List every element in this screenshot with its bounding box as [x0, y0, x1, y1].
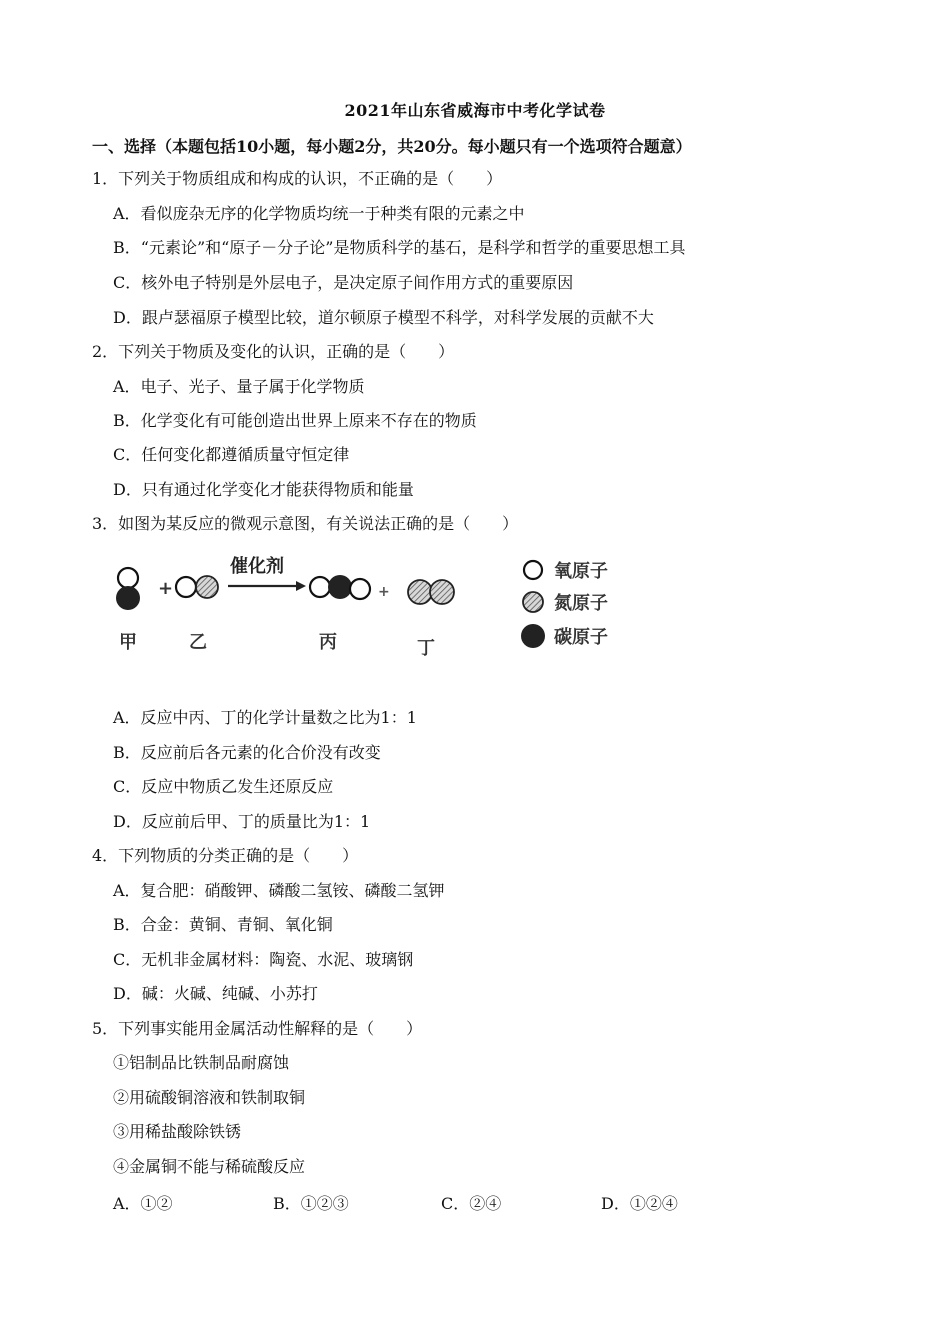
question-3-option-c: C．反应中物质乙发生还原反应: [113, 777, 334, 796]
molecule-bing: [310, 575, 370, 599]
question-1-option-a: A．看似庞杂无序的化学物质均统一于种类有限的元素之中: [113, 204, 525, 223]
question-1-option-c: C．核外电子特别是外层电子，是决定原子间作用方式的重要原因: [113, 273, 574, 292]
question-2-stem: 2．下列关于物质及变化的认识，正确的是（ ）: [92, 342, 455, 361]
question-5-item-1: ①铝制品比铁制品耐腐蚀: [113, 1053, 290, 1072]
question-5-option-c: C．②④: [441, 1194, 502, 1213]
question-2-option-a: A．电子、光子、量子属于化学物质: [113, 377, 365, 396]
label-yi: 乙: [189, 632, 207, 653]
question-5-item-4: ④金属铜不能与稀硫酸反应: [113, 1157, 306, 1176]
molecule-jia: [116, 568, 140, 610]
legend: [521, 560, 608, 648]
question-1-stem: 1．下列关于物质组成和构成的认识，不正确的是（ ）: [92, 169, 503, 188]
molecule-yi: [176, 576, 218, 598]
section-heading: 一、选择（本题包括10小题，每小题2分，共20分。每小题只有一个选项符合题意）: [92, 137, 692, 156]
legend-nitrogen-icon: [523, 592, 543, 612]
question-4-stem: 4．下列物质的分类正确的是（ ）: [92, 846, 359, 865]
question-2-option-b: B．化学变化有可能创造出世界上原来不存在的物质: [113, 411, 477, 430]
question-4-option-b: B．合金：黄铜、青铜、氧化铜: [113, 915, 333, 934]
label-jia: 甲: [119, 632, 137, 653]
question-5-option-b: B．①②③: [273, 1194, 349, 1213]
question-3-option-a: A．反应中丙、丁的化学计量数之比为1：1: [113, 708, 417, 727]
question-5-stem: 5．下列事实能用金属活动性解释的是（ ）: [92, 1019, 423, 1038]
catalyst-label: 催化剂: [230, 556, 284, 577]
reaction-diagram: [106, 542, 646, 682]
label-bing: 丙: [319, 632, 337, 653]
question-4-option-a: A．复合肥：硝酸钾、磷酸二氢铵、磷酸二氢钾: [113, 881, 445, 900]
question-2-option-d: D．只有通过化学变化才能获得物质和能量: [113, 480, 414, 499]
question-3-stem: 3．如图为某反应的微观示意图，有关说法正确的是（ ）: [92, 514, 519, 533]
exam-title: 2021年山东省威海市中考化学试卷: [344, 101, 606, 120]
question-3-option-d: D．反应前后甲、丁的质量比为1：1: [113, 812, 371, 831]
question-1-option-d: D．跟卢瑟福原子模型比较，道尔顿原子模型不科学，对科学发展的贡献不大: [113, 308, 654, 327]
legend-carbon-icon: [521, 624, 545, 648]
question-4-option-c: C．无机非金属材料：陶瓷、水泥、玻璃钢: [113, 950, 414, 969]
question-5-option-d: D．①②④: [601, 1194, 678, 1213]
molecule-ding: [408, 580, 454, 604]
label-ding: 丁: [417, 638, 435, 659]
question-5-item-2: ②用硫酸铜溶液和铁制取铜: [113, 1088, 306, 1107]
plus-sign-1: +: [158, 578, 174, 599]
question-4-option-d: D．碱：火碱、纯碱、小苏打: [113, 984, 318, 1003]
legend-carbon-label: 碳原子: [554, 627, 608, 648]
reaction-arrow-icon: [228, 581, 306, 591]
question-5-item-3: ③用稀盐酸除铁锈: [113, 1122, 242, 1141]
question-5-option-a: A．①②: [113, 1194, 173, 1213]
question-1-option-b: B．“元素论”和“原子－分子论”是物质科学的基石，是科学和哲学的重要思想工具: [113, 238, 686, 257]
legend-oxygen-label: 氧原子: [554, 561, 608, 582]
plus-sign-2: +: [378, 584, 390, 600]
legend-oxygen-icon: [524, 561, 542, 579]
question-3-option-b: B．反应前后各元素的化合价没有改变: [113, 743, 381, 762]
question-2-option-c: C．任何变化都遵循质量守恒定律: [113, 445, 350, 464]
legend-nitrogen-label: 氮原子: [554, 593, 608, 614]
